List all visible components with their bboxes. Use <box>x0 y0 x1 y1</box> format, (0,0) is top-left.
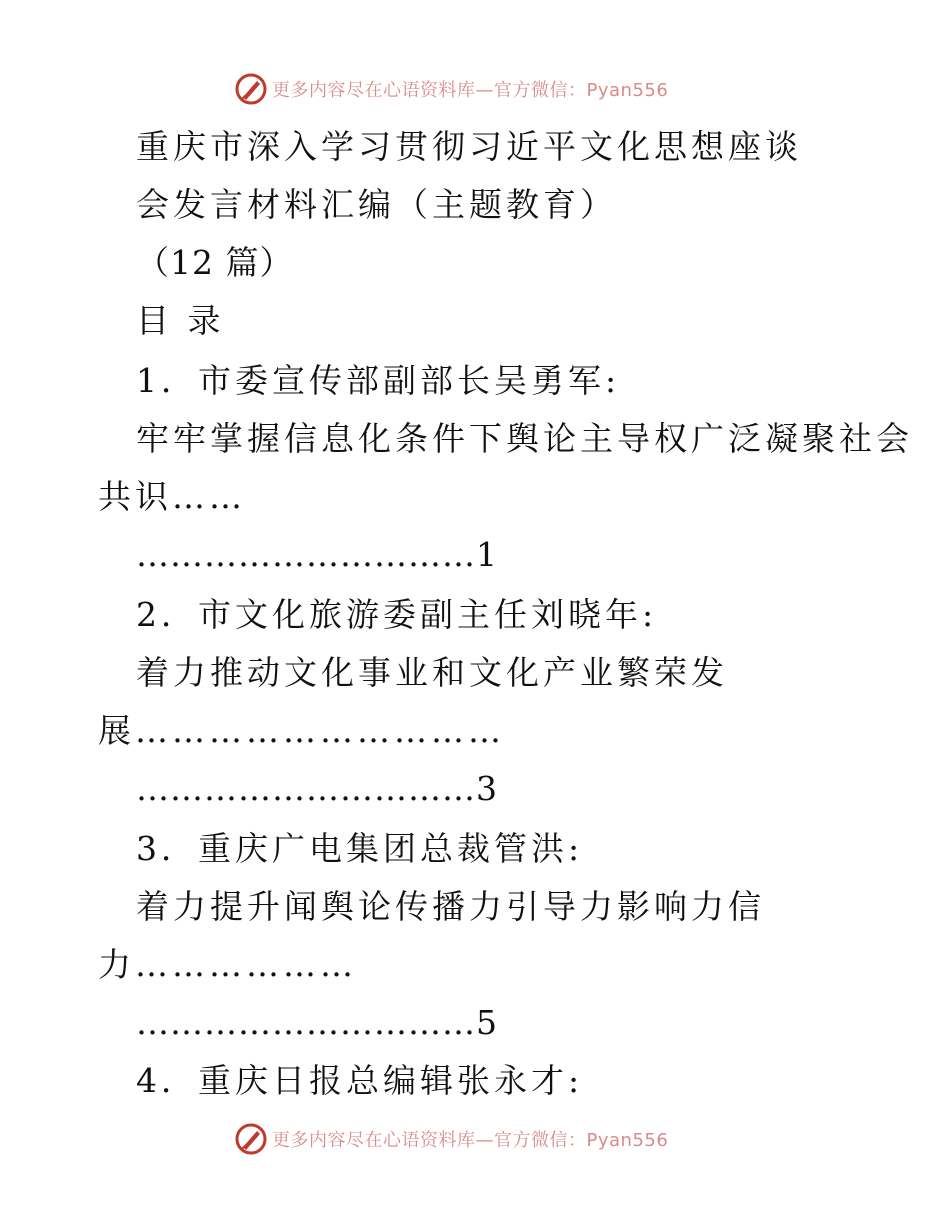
toc-entry-1-title-cont: 共识…… <box>98 477 246 516</box>
watermark-text: 更多内容尽在心语资料库—官方微信：Pyan556 <box>272 80 669 101</box>
watermark-group <box>234 1122 668 1156</box>
toc-entry-1-speaker: 1．市委宣传部副部长吴勇军: <box>136 361 621 400</box>
toc-entry-1-page: …………………………1 <box>136 535 498 574</box>
footer-watermark <box>0 1120 950 1160</box>
toc-heading: 目 录 <box>136 301 225 340</box>
toc-entry-3-title-cont: 力……………… <box>98 945 357 984</box>
document-title-line-2: 会发言材料汇编（主题教育） <box>136 185 617 224</box>
toc-entry-2-speaker: 2．市文化旅游委副主任刘晓年: <box>136 595 658 634</box>
toc-entry-2-title-cont: 展………………………… <box>98 711 505 750</box>
toc-entry-4-speaker: 4．重庆日报总编辑张永才: <box>136 1061 584 1100</box>
document-count: （12 篇） <box>136 243 294 282</box>
document-title-line-1: 重庆市深入学习贯彻习近平文化思想座谈 <box>136 127 802 166</box>
toc-entry-3-title: 着力提升闻舆论传播力引导力影响力信 <box>136 887 765 926</box>
header-watermark <box>0 70 950 110</box>
watermark-group <box>234 72 668 106</box>
watermark-text: 更多内容尽在心语资料库—官方微信：Pyan556 <box>272 1130 669 1151</box>
pen-logo-icon <box>234 1122 268 1156</box>
toc-entry-3-speaker: 3．重庆广电集团总裁管洪: <box>136 829 584 868</box>
toc-entry-2-title: 着力推动文化事业和文化产业繁荣发 <box>136 653 728 692</box>
toc-entry-1-title: 牢牢掌握信息化条件下舆论主导权广泛凝聚社会 <box>136 419 913 458</box>
toc-entry-2-page: …………………………3 <box>136 769 498 808</box>
toc-entry-3-page: …………………………5 <box>136 1003 498 1042</box>
pen-logo-icon <box>234 72 268 106</box>
